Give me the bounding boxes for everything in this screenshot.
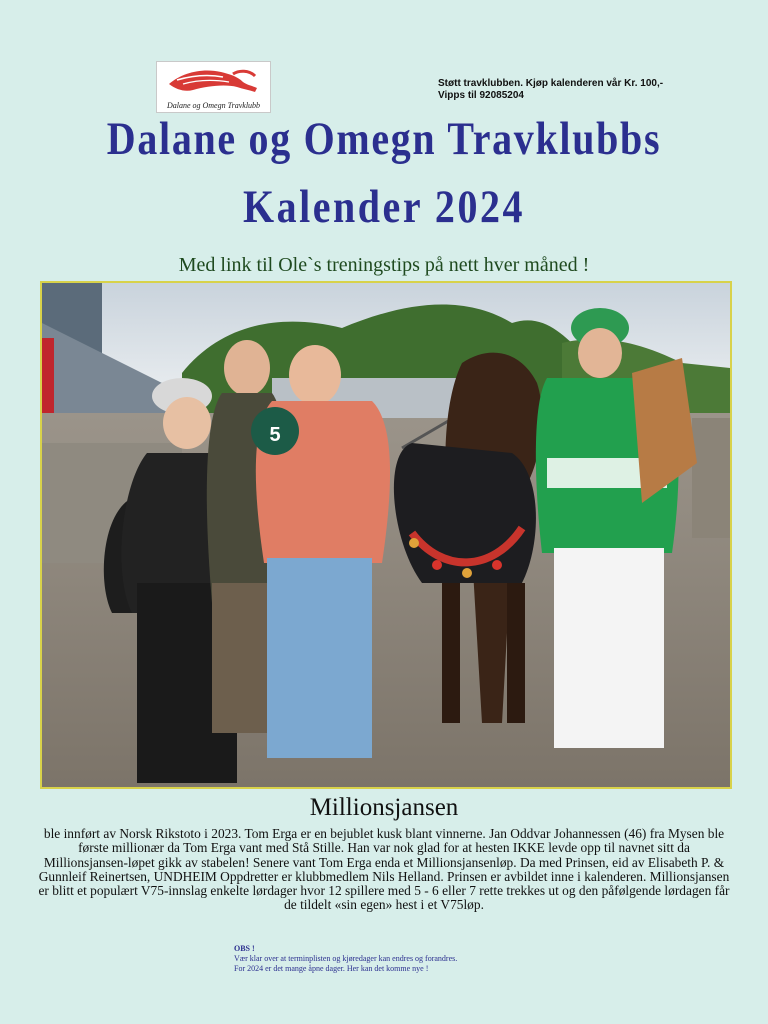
logo-text: Dalane og Omegn Travklubb xyxy=(166,101,261,110)
obs-heading: OBS ! xyxy=(234,944,255,953)
page-title: Dalane og Omegn Travklubbs xyxy=(106,113,662,165)
support-line-1: Støtt travklubben. Kjøp kalenderen vår Kr. 100,- xyxy=(438,78,664,89)
page-title-year: Kalender 2024 xyxy=(242,181,526,233)
horse-logo-icon xyxy=(163,64,263,98)
support-line-2: Vipps til 92085204 xyxy=(438,90,524,101)
obs-line-2: For 2024 er det mange åpne dager. Her kan det komme nye ! xyxy=(234,964,429,973)
obs-line-1: Vær klar over at terminplisten og kjøredager kan endres og forandres. xyxy=(234,954,458,963)
club-logo xyxy=(156,61,271,113)
winners-circle-photo xyxy=(42,283,730,787)
article-body: ble innført av Norsk Rikstoto i 2023. Tom Erga er en bejublet kusk blant vinnerne. Jan Oddvar Johannessen (46) fra Mysen ble første millionær da Tom Erga vant med Stå Stille. Han var nok glad for at hesten IKKE levde opp til navnet sitt da Millionsjansen-løpet gikk av stabelen! Senere vant Tom Erga enda et Millionsjansenløp. Da med Prinsen, eid av Elisabeth P. & Gunnleif Reinertsen, UNDHEIM Oppdretter er klubbmedlem Nils Helland. Prinsen er avbildet inne i kalenderen. Millionsjansen er blitt et populært V75-innslag enkelte lørdager hvor 12 spillere med 5 - 6 eller 7 rette trekkes ut og den påfølgende lørdagen får de tildelt «sin egen» hest i et V75løp. xyxy=(38,826,730,913)
support-notice xyxy=(438,78,738,102)
obs-note xyxy=(234,944,704,974)
article-heading: Millionsjansen xyxy=(309,794,459,821)
subtitle: Med link til Ole`s treningstips på nett hver måned ! xyxy=(178,254,590,276)
cover-photo xyxy=(40,281,732,789)
race-number-sign: 5 xyxy=(269,424,281,446)
